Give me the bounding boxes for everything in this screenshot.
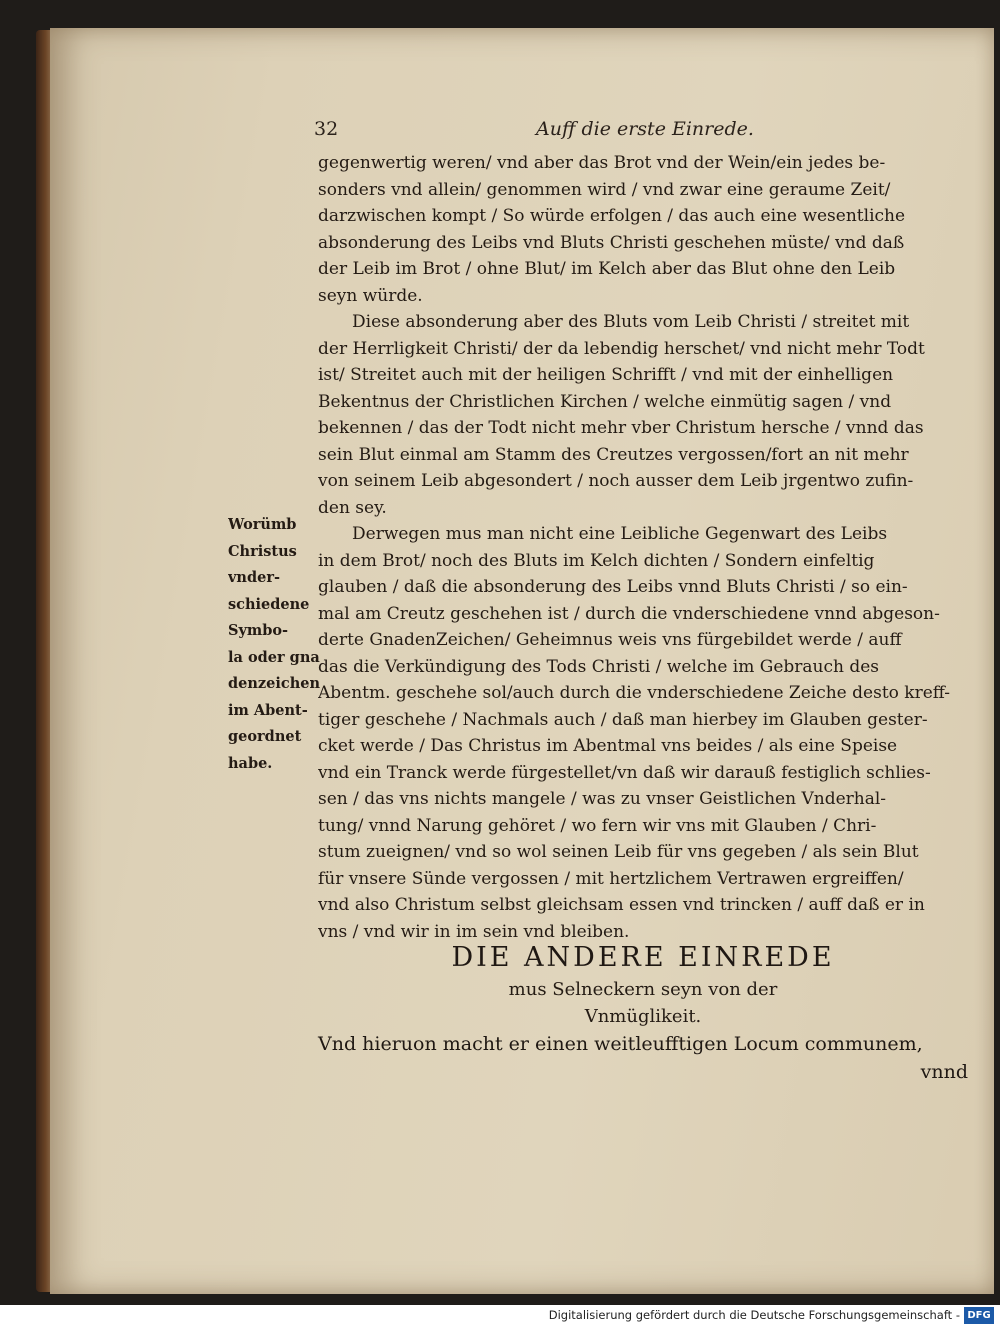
text-line: sen / das vns nichts mangele / was zu vnser Geistlichen Vnderhal- [318, 789, 887, 809]
text-line: sein Blut einmal am Stamm des Creutzes vergossen/fort an nit mehr [318, 444, 909, 465]
page-header [314, 118, 774, 146]
margin-note-line: la oder gna [228, 648, 320, 666]
closing-line: Vnd hieruon macht er einen weitleufftigen Locum communem, [318, 1033, 923, 1055]
text-line: vnd ein Tranck werde fürgestellet/vn daß wir darauß festiglich schlies- [318, 762, 931, 783]
margin-note-line: Symbo- [228, 622, 289, 639]
margin-note-line: vnder- [228, 569, 280, 586]
text-line: mal am Creutz geschehen ist / durch die vnderschiedene vnnd abgeson- [318, 603, 940, 624]
text-line: bekennen / das der Todt nicht mehr vber Christum hersche / vnnd das [318, 418, 924, 438]
funding-credit: Digitalisierung gefördert durch die Deutsche Forschungsgemeinschaft - [548, 1308, 960, 1322]
margin-note-line: im Abent- [228, 701, 308, 719]
text-line: für vnsere Sünde vergossen / mit hertzlichem Vertrawen ergreiffen/ [318, 868, 904, 889]
text-line: vnd also Christum selbst gleichsam essen vnd trincken / auff daß er in [318, 895, 925, 915]
text-line: der Leib im Brot / ohne Blut/ im Kelch aber das Blut ohne den Leib [318, 259, 896, 279]
text-line: stum zueignen/ vnd so wol seinen Leib für vns gegeben / als sein Blut [318, 842, 919, 862]
running-title: Auff die erste Einrede. [536, 118, 754, 140]
margin-note-line: habe. [228, 754, 273, 772]
closing-text [318, 1030, 968, 1086]
margin-note-line: schiedene [228, 595, 310, 613]
margin-note-line: geordnet [228, 728, 302, 745]
digitization-footer [0, 1305, 1000, 1327]
body-text [318, 150, 968, 945]
text-line: Derwegen mus man nicht eine Leibliche Gegenwart des Leibs [352, 524, 888, 544]
text-line: darzwischen kompt / So würde erfolgen / das auch eine wesentliche [318, 206, 906, 226]
text-line: ist/ Streitet auch mit der heiligen Schrifft / vnd mit der einhelligen [318, 365, 894, 385]
text-line: gegenwertig weren/ vnd aber das Brot vnd der Wein/ein jedes be- [318, 153, 886, 173]
subheading-line: mus Selneckern seyn von der [508, 979, 778, 1000]
margin-note-line: Worümb [228, 516, 297, 533]
text-line: absonderung des Leibs vnd Bluts Christi geschehen müste/ vnd daß [318, 232, 905, 253]
page-number: 32 [314, 118, 339, 140]
section-subheading [318, 976, 968, 1030]
text-line: das die Verkündigung des Tods Christi / welche im Gebrauch des [318, 656, 880, 677]
text-line: derte GnadenZeichen/ Geheimnus weis vns fürgebildet werde / auff [318, 630, 902, 650]
section-heading: DIE ANDERE EINREDE [451, 942, 835, 973]
margin-note-line: denzeichen [228, 675, 321, 692]
text-line: seyn würde. [318, 285, 423, 306]
text-line: Bekentnus der Christlichen Kirchen / welche einmütig sagen / vnd [318, 391, 892, 412]
text-line: sonders vnd allein/ genommen wird / vnd zwar eine geraume Zeit/ [318, 179, 891, 200]
text-line: in dem Brot/ noch des Bluts im Kelch dichten / Sondern einfeltig [318, 550, 875, 571]
text-line: cket werde / Das Christus im Abentmal vns beides / als eine Speise [318, 736, 898, 756]
margin-note-line: Christus [228, 542, 297, 560]
catchword: vnnd [920, 1061, 968, 1083]
text-line: tung/ vnnd Narung gehöret / wo fern wir vns mit Glauben / Chri- [318, 815, 877, 836]
text-line: von seinem Leib abgesondert / noch ausser dem Leib jrgentwo zufin- [318, 471, 914, 491]
text-line: der Herrligkeit Christi/ der da lebendig herschet/ vnd nicht mehr Todt [318, 338, 925, 359]
margin-note [228, 512, 328, 777]
subheading-line: Vnmüglikeit. [584, 1006, 702, 1027]
text-line: den sey. [318, 497, 387, 518]
text-line: Abentm. geschehe sol/auch durch die vnderschiedene Zeiche desto kreff- [318, 683, 950, 703]
text-line: Diese absonderung aber des Bluts vom Leib Christi / streitet mit [352, 312, 910, 332]
text-line: tiger geschehe / Nachmals auch / daß man hierbey im Glauben gester- [318, 709, 928, 730]
text-line: vns / vnd wir in im sein vnd bleiben. [318, 921, 630, 942]
text-line: glauben / daß die absonderung des Leibs vnnd Bluts Christi / so ein- [318, 577, 908, 597]
dfg-logo: DFG [964, 1307, 994, 1324]
